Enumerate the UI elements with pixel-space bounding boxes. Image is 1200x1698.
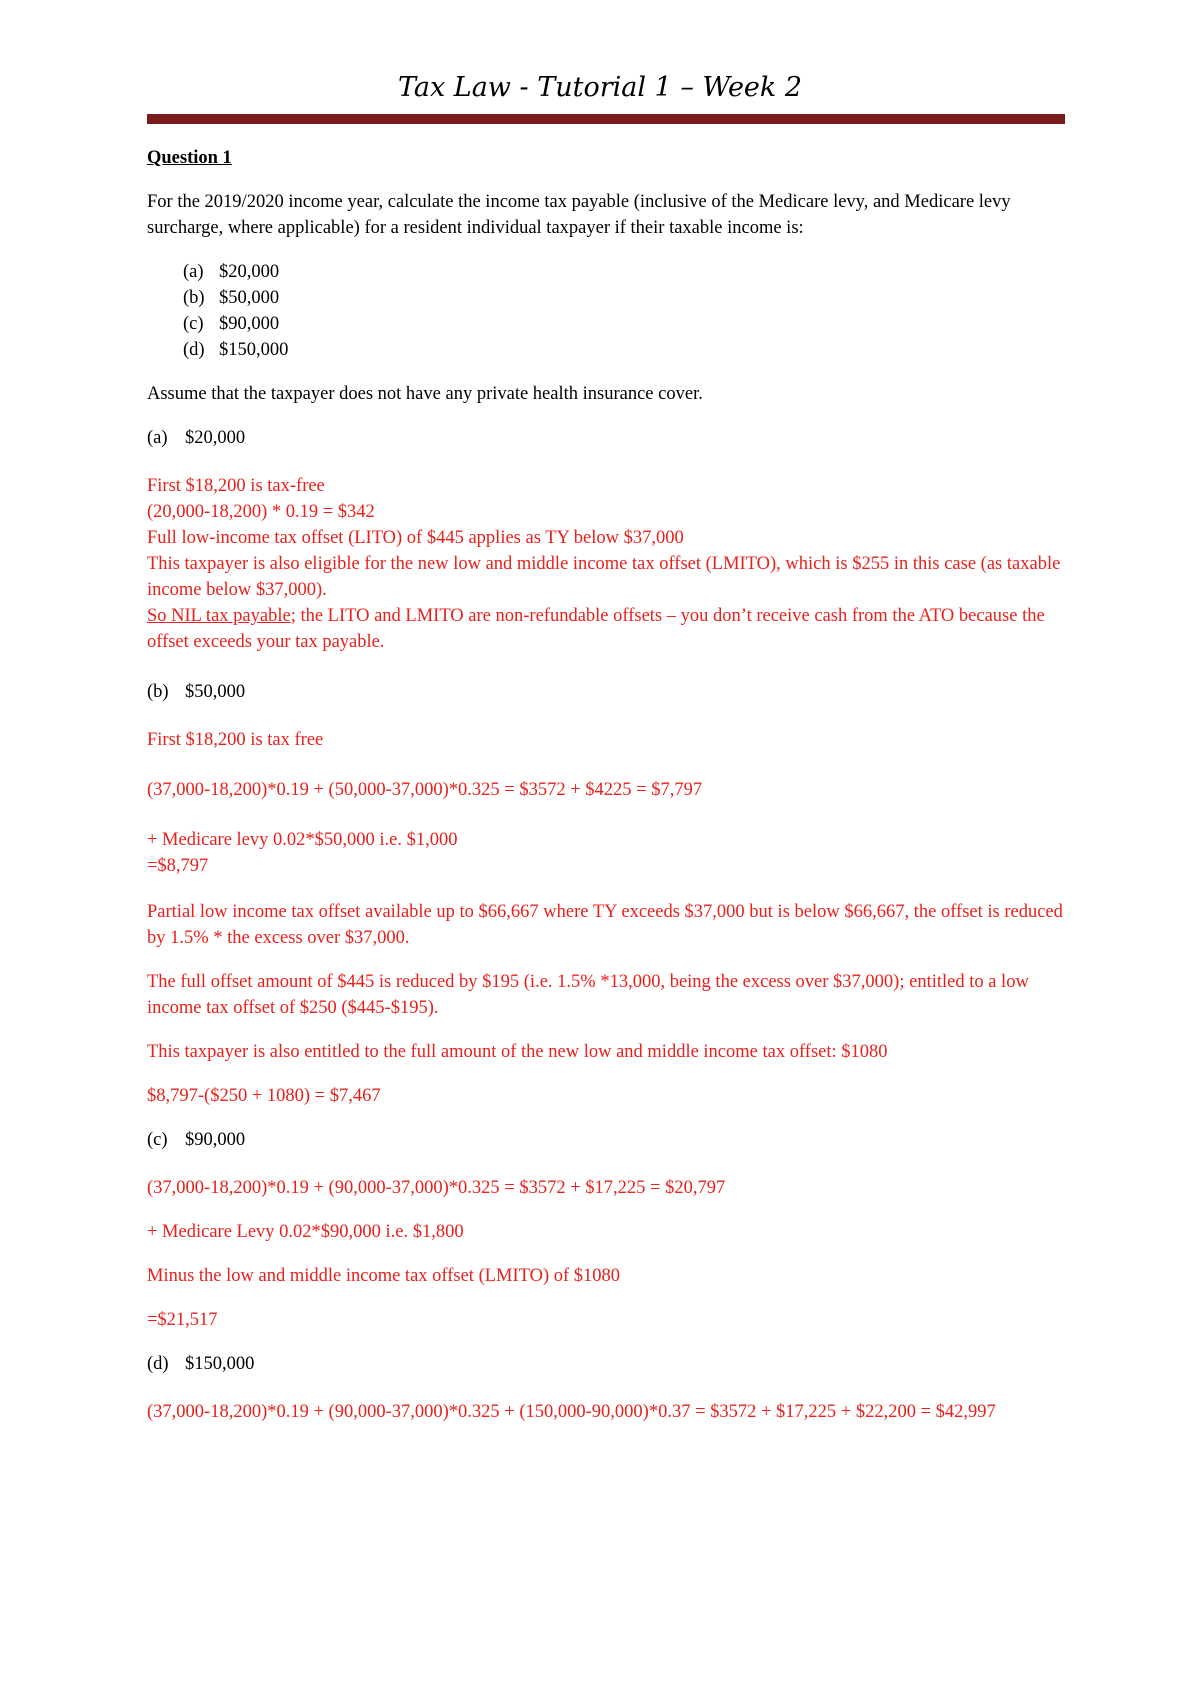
page-title: Tax Law - Tutorial 1 – Week 2	[397, 72, 803, 103]
answer-b-reduced: The full offset amount of $445 is reduced by $195 (i.e. 1.5% *13,000, being the excess over $37,000); entitled to a low income tax offset of $250 ($445-$195).	[147, 972, 1029, 1018]
answer-line: Full low-income tax offset (LITO) of $445 applies as TY below $37,000	[147, 528, 684, 548]
list-item-value: $50,000	[219, 288, 280, 308]
title-divider	[147, 114, 1065, 124]
answer-a-heading: (a) $20,000	[147, 428, 246, 448]
answer-conclusion: So NIL tax payable; the LITO and LMITO are non-refundable offsets – you don’t receive cash from the ATO because the offset exceeds your tax payable.	[147, 606, 1045, 652]
answer-d-heading: (d) $150,000	[147, 1354, 255, 1374]
answer-b-partial: Partial low income tax offset available up to $66,667 where TY exceeds $37,000 but is below $66,667, the offset is reduced by 1.5% * the excess over $37,000.	[147, 902, 1063, 948]
document-body	[147, 145, 1067, 1443]
answer-c-minus: Minus the low and middle income tax offset (LMITO) of $1080	[147, 1266, 621, 1286]
question-heading: Question 1	[147, 148, 232, 168]
answer-d-calc: (37,000-18,200)*0.19 + (90,000-37,000)*0.325 + (150,000-90,000)*0.37 = $3572 + $17,225 + $22,200 = $42,997	[147, 1402, 996, 1422]
answer-b-result: $8,797-($250 + 1080) = $7,467	[147, 1086, 381, 1106]
answer-b-subtotal: =$8,797	[147, 856, 209, 876]
list-item	[183, 259, 1067, 285]
list-item-value: $20,000	[219, 262, 280, 282]
answer-b-calc: (37,000-18,200)*0.19 + (50,000-37,000)*0.325 = $3572 + $4225 = $7,797	[147, 780, 703, 800]
answer-c-result: =$21,517	[147, 1310, 218, 1330]
answer-line: First $18,200 is tax-free	[147, 476, 325, 496]
answer-b-first: First $18,200 is tax free	[147, 730, 324, 750]
answer-c-heading: (c) $90,000	[147, 1130, 246, 1150]
answer-c-calc: (37,000-18,200)*0.19 + (90,000-37,000)*0.325 = $3572 + $17,225 = $20,797	[147, 1178, 726, 1198]
list-item-label: (d)	[183, 340, 205, 360]
answer-c-medicare: + Medicare Levy 0.02*$90,000 i.e. $1,800	[147, 1222, 464, 1242]
answer-line: (20,000-18,200) * 0.19 = $342	[147, 502, 375, 522]
answer-b-medicare: + Medicare levy 0.02*$50,000 i.e. $1,000	[147, 830, 458, 850]
list-item-label: (a)	[183, 262, 204, 282]
list-item	[183, 311, 1067, 337]
list-item-label: (b)	[183, 288, 205, 308]
list-item	[183, 285, 1067, 311]
assumption-text: Assume that the taxpayer does not have any private health insurance cover.	[147, 384, 703, 404]
list-item	[183, 337, 1067, 363]
list-item-value: $90,000	[219, 314, 280, 334]
answer-b-lmito: This taxpayer is also entitled to the full amount of the new low and middle income tax offset: $1080	[147, 1042, 888, 1062]
answer-line: This taxpayer is also eligible for the new low and middle income tax offset (LMITO), which is $255 in this case (as taxable income below $37,000).	[147, 554, 1061, 600]
nil-tax-text: So NIL tax payable	[147, 606, 291, 626]
answer-b-heading: (b) $50,000	[147, 682, 246, 702]
question-intro: For the 2019/2020 income year, calculate the income tax payable (inclusive of the Medicare levy, and Medicare levy surcharge, where applicable) for a resident individual taxpayer if their taxable income is:	[147, 192, 1011, 238]
list-item-label: (c)	[183, 314, 204, 334]
list-item-value: $150,000	[219, 340, 289, 360]
answer-a-working	[147, 473, 1067, 655]
income-list	[183, 259, 1067, 363]
